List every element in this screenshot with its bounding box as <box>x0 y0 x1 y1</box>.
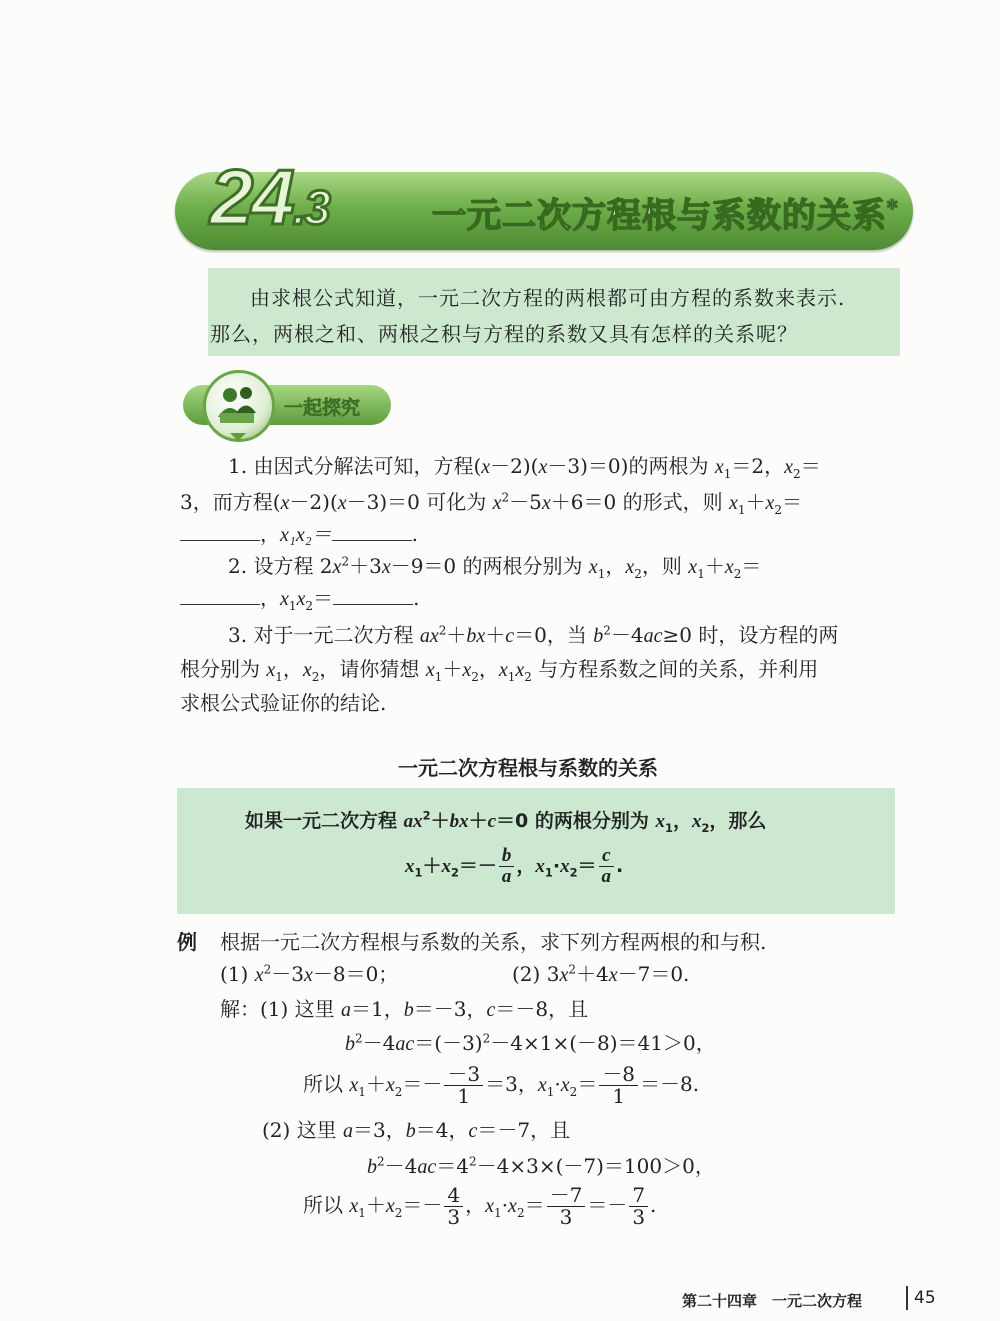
example-part-2: (2) $3x^2+4x-7=0$. <box>512 962 690 986</box>
section-title: 一元二次方程根与系数的关系* <box>432 195 899 236</box>
q3-line-2: 根分别为 $x_1$，$x_2$，请你猜想 $x_1+x_2$，$x_1x_2$ 与方程系数之间的关系，并利用 <box>180 657 819 684</box>
q3-line-3: 求根公式验证你的结论. <box>180 691 387 715</box>
example-part-1: (1) $x^2-3x-8=0$； <box>220 962 399 986</box>
solution-line-5: $b^2-4ac=4^2-4\times 3\times(-7)=100>0$， <box>367 1154 715 1178</box>
solution-line-2: $b^2-4ac=(-3)^2-4\times 1\times(-8)=41>0$， <box>345 1031 716 1055</box>
explore-arrow-icon <box>230 433 246 441</box>
example-text: 根据一元二次方程根与系数的关系，求下列方程两根的和与积. <box>220 930 767 954</box>
theorem-formula: $x_1+x_2=-$ $\frac{b}{a}$ ，$x_1\cdot x_2=$ $\frac{c}{a}$ . <box>405 845 624 887</box>
explore-label: 一起探究 <box>284 397 361 419</box>
q2-line-1: 2. 设方程 $2x^2+3x-9=0$ 的两根分别为 $x_1$，$x_2$，则 $x_1+x_2=$ <box>228 554 762 581</box>
intro-line-2: 那么，两根之和、两根之积与方程的系数又具有怎样的关系呢？ <box>210 322 798 346</box>
q2-line-2: ，$x_1x_2=$ . <box>180 582 419 613</box>
intro-line-1: 由求根公式知道，一元二次方程的两根都可由方程的系数来表示. <box>250 286 846 310</box>
example-label: 例 <box>177 930 197 954</box>
theorem-line-1: 如果一元二次方程 $ax^2+bx+c=0$ 的两根分别为 $x_1$，$x_2$，那么 <box>245 808 767 835</box>
footer-divider <box>906 1286 908 1310</box>
solution-line-6: 所以 $x_1+x_2=-$ $\frac{4}{3}$ ，$x_1\cdot x_2=$ $\frac{-7}{3}$ ＝－ $\frac{7}{3}$ . <box>303 1183 657 1229</box>
q1-line-1: 1. 由因式分解法可知，方程(x－2)(x－3)＝0)的两根为 $x_1=2$，$x_2=$ <box>228 454 821 481</box>
solution-line-3: 所以 $x_1+x_2=-$ $\frac{-3}{1}$ ＝3，$x_1\cdot x_2=$ $\frac{-8}{1}$ ＝－8. <box>303 1062 700 1108</box>
q1-line-3: ，x₁x₂＝ . <box>180 518 418 547</box>
footer-chapter: 第二十四章 一元二次方程 <box>682 1292 863 1310</box>
page-number: 45 <box>914 1288 936 1308</box>
section-number: 24.3 <box>210 153 329 241</box>
solution-line-1: 解：(1) 这里 a＝1，b＝－3，c＝－8，且 <box>220 997 589 1021</box>
solution-line-4: (2) 这里 a＝3，b＝4，c＝－7，且 <box>262 1118 571 1142</box>
q3-line-1: 3. 对于一元二次方程 $ax^2+bx+c=0$，当 $b^2-4ac\ge 0$ 时，设方程的两 <box>228 623 839 647</box>
explore-people-icon <box>203 370 275 442</box>
theorem-title: 一元二次方程根与系数的关系 <box>398 756 658 780</box>
q1-line-2: 3，而方程(x－2)(x－3)＝0 可化为 $x^2-5x+6=0$ 的形式，则 $x_1+x_2=$ <box>180 490 803 517</box>
